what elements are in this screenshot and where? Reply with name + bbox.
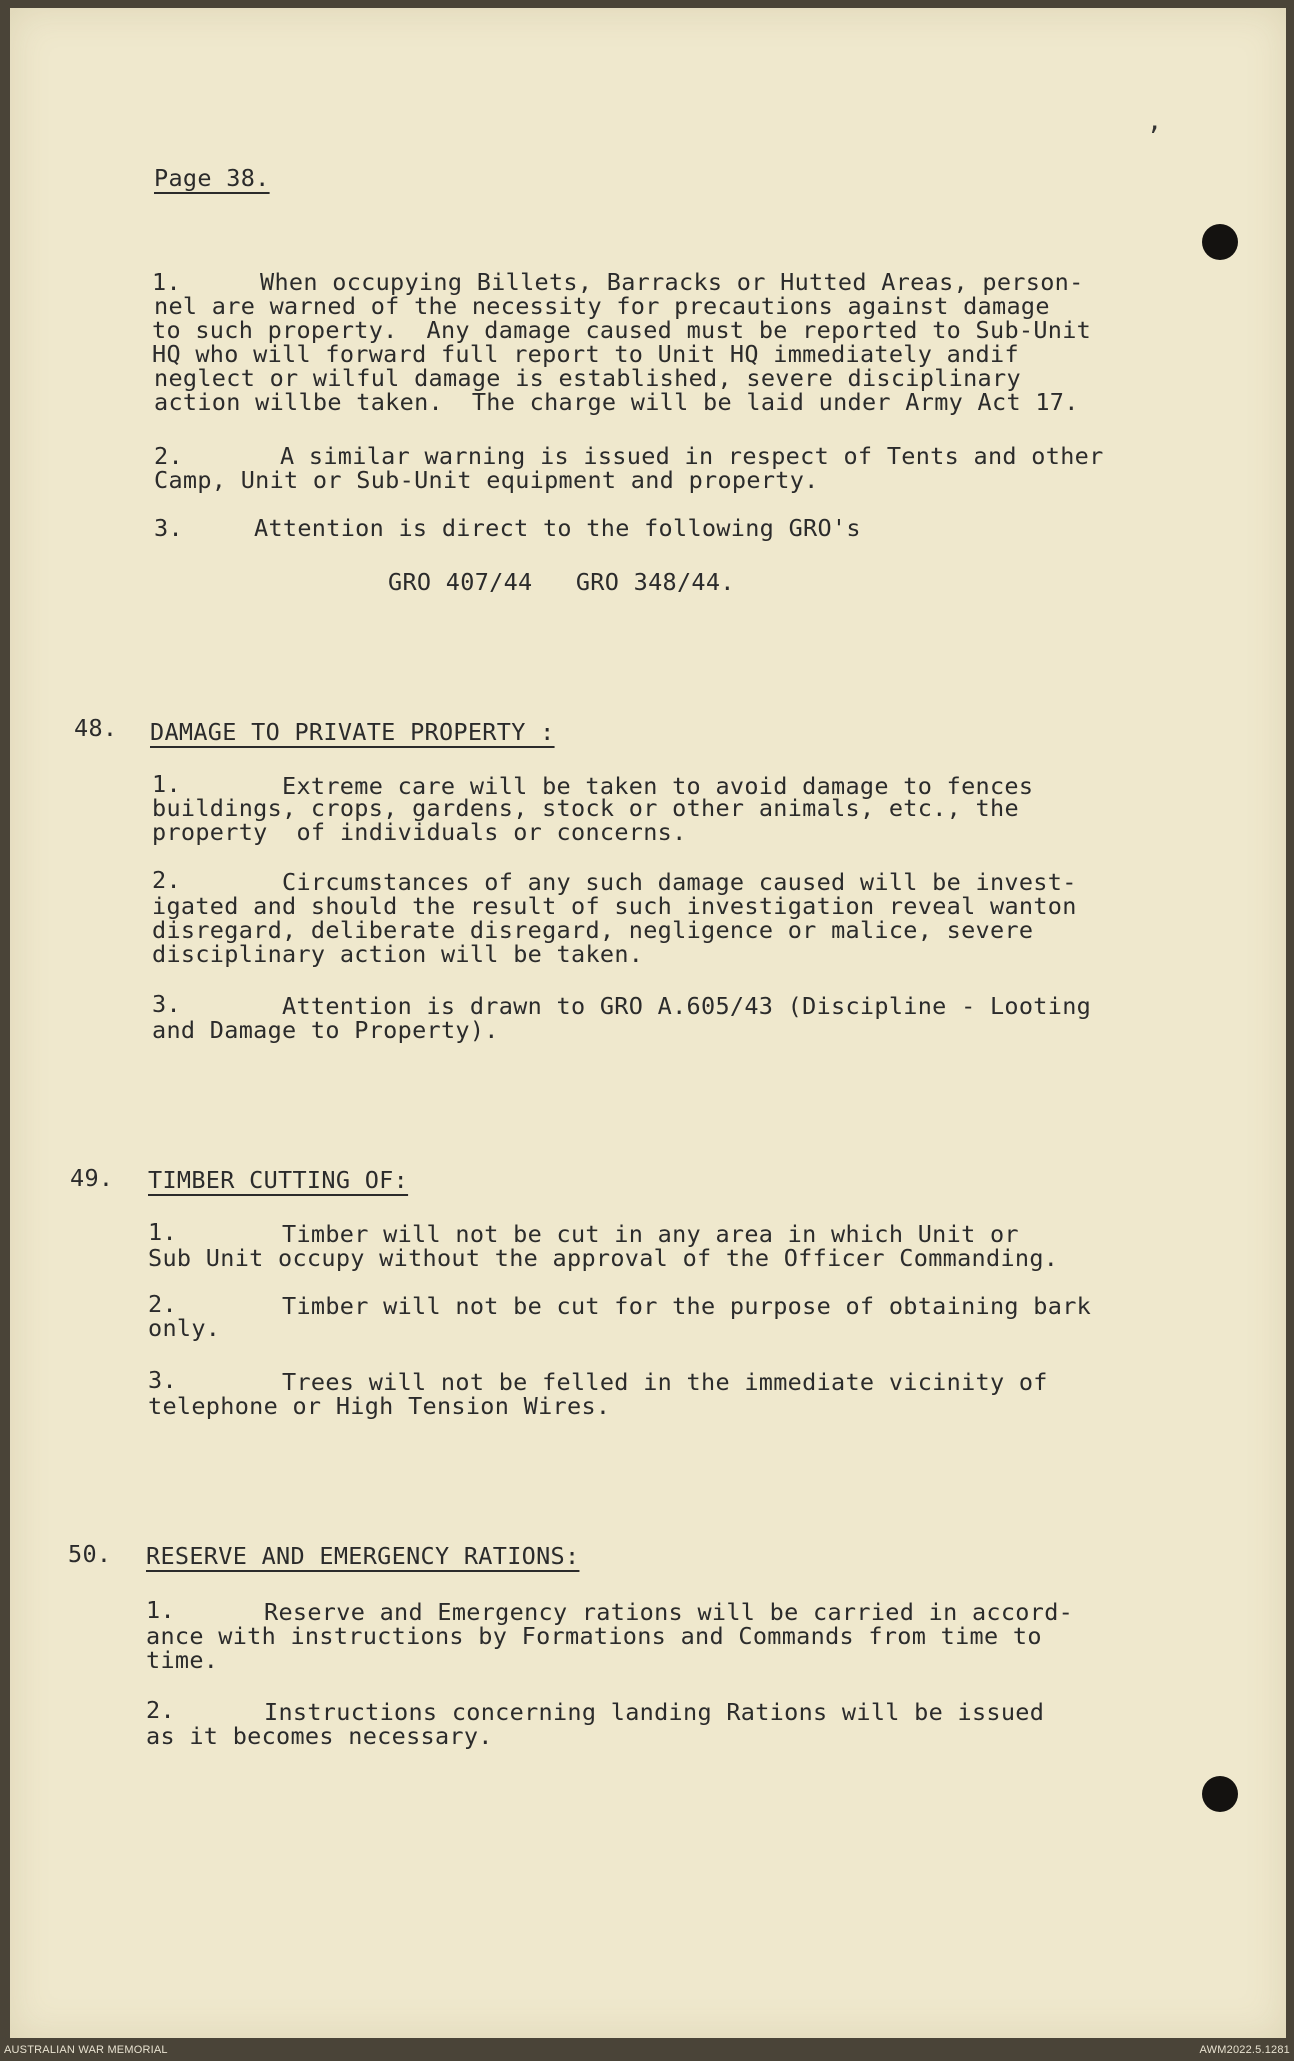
section-50-p1-line: time.: [146, 1646, 219, 1674]
intro-p3-number: 3.: [154, 514, 183, 542]
section-48-p2-number: 2.: [152, 866, 181, 894]
margin-mark: ʼ: [1146, 122, 1162, 152]
intro-p1-line: nel are warned of the necessity for precautions against damage: [154, 292, 1050, 320]
punch-hole-top: [1202, 224, 1238, 260]
section-48-number: 48.: [74, 714, 118, 742]
section-50-number: 50.: [68, 1540, 112, 1568]
document-page: [10, 8, 1286, 2038]
section-50-p2-line: Instructions concerning landing Rations will be issued: [264, 1698, 1045, 1726]
section-48-p1-line: buildings, crops, gardens, stock or other animals, etc., the: [152, 794, 1019, 822]
section-49-p2-number: 2.: [148, 1290, 177, 1318]
intro-p1-line: neglect or wilful damage is established, severe disciplinary: [154, 364, 1021, 392]
punch-hole-bottom: [1202, 1776, 1238, 1812]
section-49-heading: TIMBER CUTTING OF:: [148, 1166, 409, 1194]
footer-accession-number: AWM2022.5.1281: [1199, 2044, 1290, 2056]
intro-p1-line: When occupying Billets, Barracks or Hutted Areas, person-: [260, 268, 1084, 296]
page-label: Page 38.: [154, 164, 270, 192]
section-48-p3-line: and Damage to Property).: [152, 1016, 499, 1044]
section-50-p1-line: ance with instructions by Formations and Commands from time to: [146, 1622, 1042, 1650]
section-48-p1-line: property of individuals or concerns.: [152, 818, 687, 846]
footer-institution: AUSTRALIAN WAR MEMORIAL: [4, 2044, 168, 2056]
section-50-heading: RESERVE AND EMERGENCY RATIONS:: [146, 1542, 580, 1570]
section-48-p2-line: Circumstances of any such damage caused will be invest-: [282, 868, 1077, 896]
section-48-p3-number: 3.: [152, 990, 181, 1018]
intro-p2-line: A similar warning is issued in respect of Tents and other: [280, 442, 1104, 470]
intro-p1-number: 1.: [152, 268, 181, 296]
intro-p3-line: Attention is direct to the following GRO's: [254, 514, 861, 542]
section-49-p3-line: Trees will not be felled in the immediate vicinity of: [282, 1368, 1048, 1396]
section-49-p2-line: only.: [148, 1314, 221, 1342]
section-50-p2-number: 2.: [146, 1696, 175, 1724]
gro-references: GRO 407/44 GRO 348/44.: [388, 568, 735, 596]
section-48-heading: DAMAGE TO PRIVATE PROPERTY :: [150, 718, 555, 746]
section-48-p2-line: disciplinary action will be taken.: [152, 940, 644, 968]
section-49-p3-line: telephone or High Tension Wires.: [148, 1392, 611, 1420]
section-49-p1-line: Sub Unit occupy without the approval of the Officer Commanding.: [148, 1244, 1059, 1272]
section-49-number: 49.: [70, 1164, 114, 1192]
intro-p2-number: 2.: [154, 442, 183, 470]
section-48-p2-line: disregard, deliberate disregard, negligence or malice, severe: [152, 916, 1034, 944]
section-50-p1-line: Reserve and Emergency rations will be carried in accord-: [264, 1598, 1074, 1626]
intro-p1-line: action willbe taken. The charge will be laid under Army Act 17.: [154, 388, 1079, 416]
section-50-p2-line: as it becomes necessary.: [146, 1722, 493, 1750]
section-48-p1-line: Extreme care will be taken to avoid damage to fences: [282, 772, 1034, 800]
section-49-p1-number: 1.: [148, 1218, 177, 1246]
intro-p1-line: to such property. Any damage caused must be reported to Sub-Unit: [152, 316, 1092, 344]
section-50-p1-number: 1.: [146, 1596, 175, 1624]
intro-p2-line: Camp, Unit or Sub-Unit equipment and property.: [154, 466, 819, 494]
section-49-p1-line: Timber will not be cut in any area in which Unit or: [282, 1220, 1019, 1248]
section-48-p1-number: 1.: [152, 770, 181, 798]
section-48-p3-line: Attention is drawn to GRO A.605/43 (Discipline - Looting: [282, 992, 1092, 1020]
section-49-p3-number: 3.: [148, 1366, 177, 1394]
section-48-p2-line: igated and should the result of such investigation reveal wanton: [152, 892, 1077, 920]
section-49-p2-line: Timber will not be cut for the purpose of obtaining bark: [282, 1292, 1092, 1320]
intro-p1-line: HQ who will forward full report to Unit HQ immediately andif: [152, 340, 1019, 368]
